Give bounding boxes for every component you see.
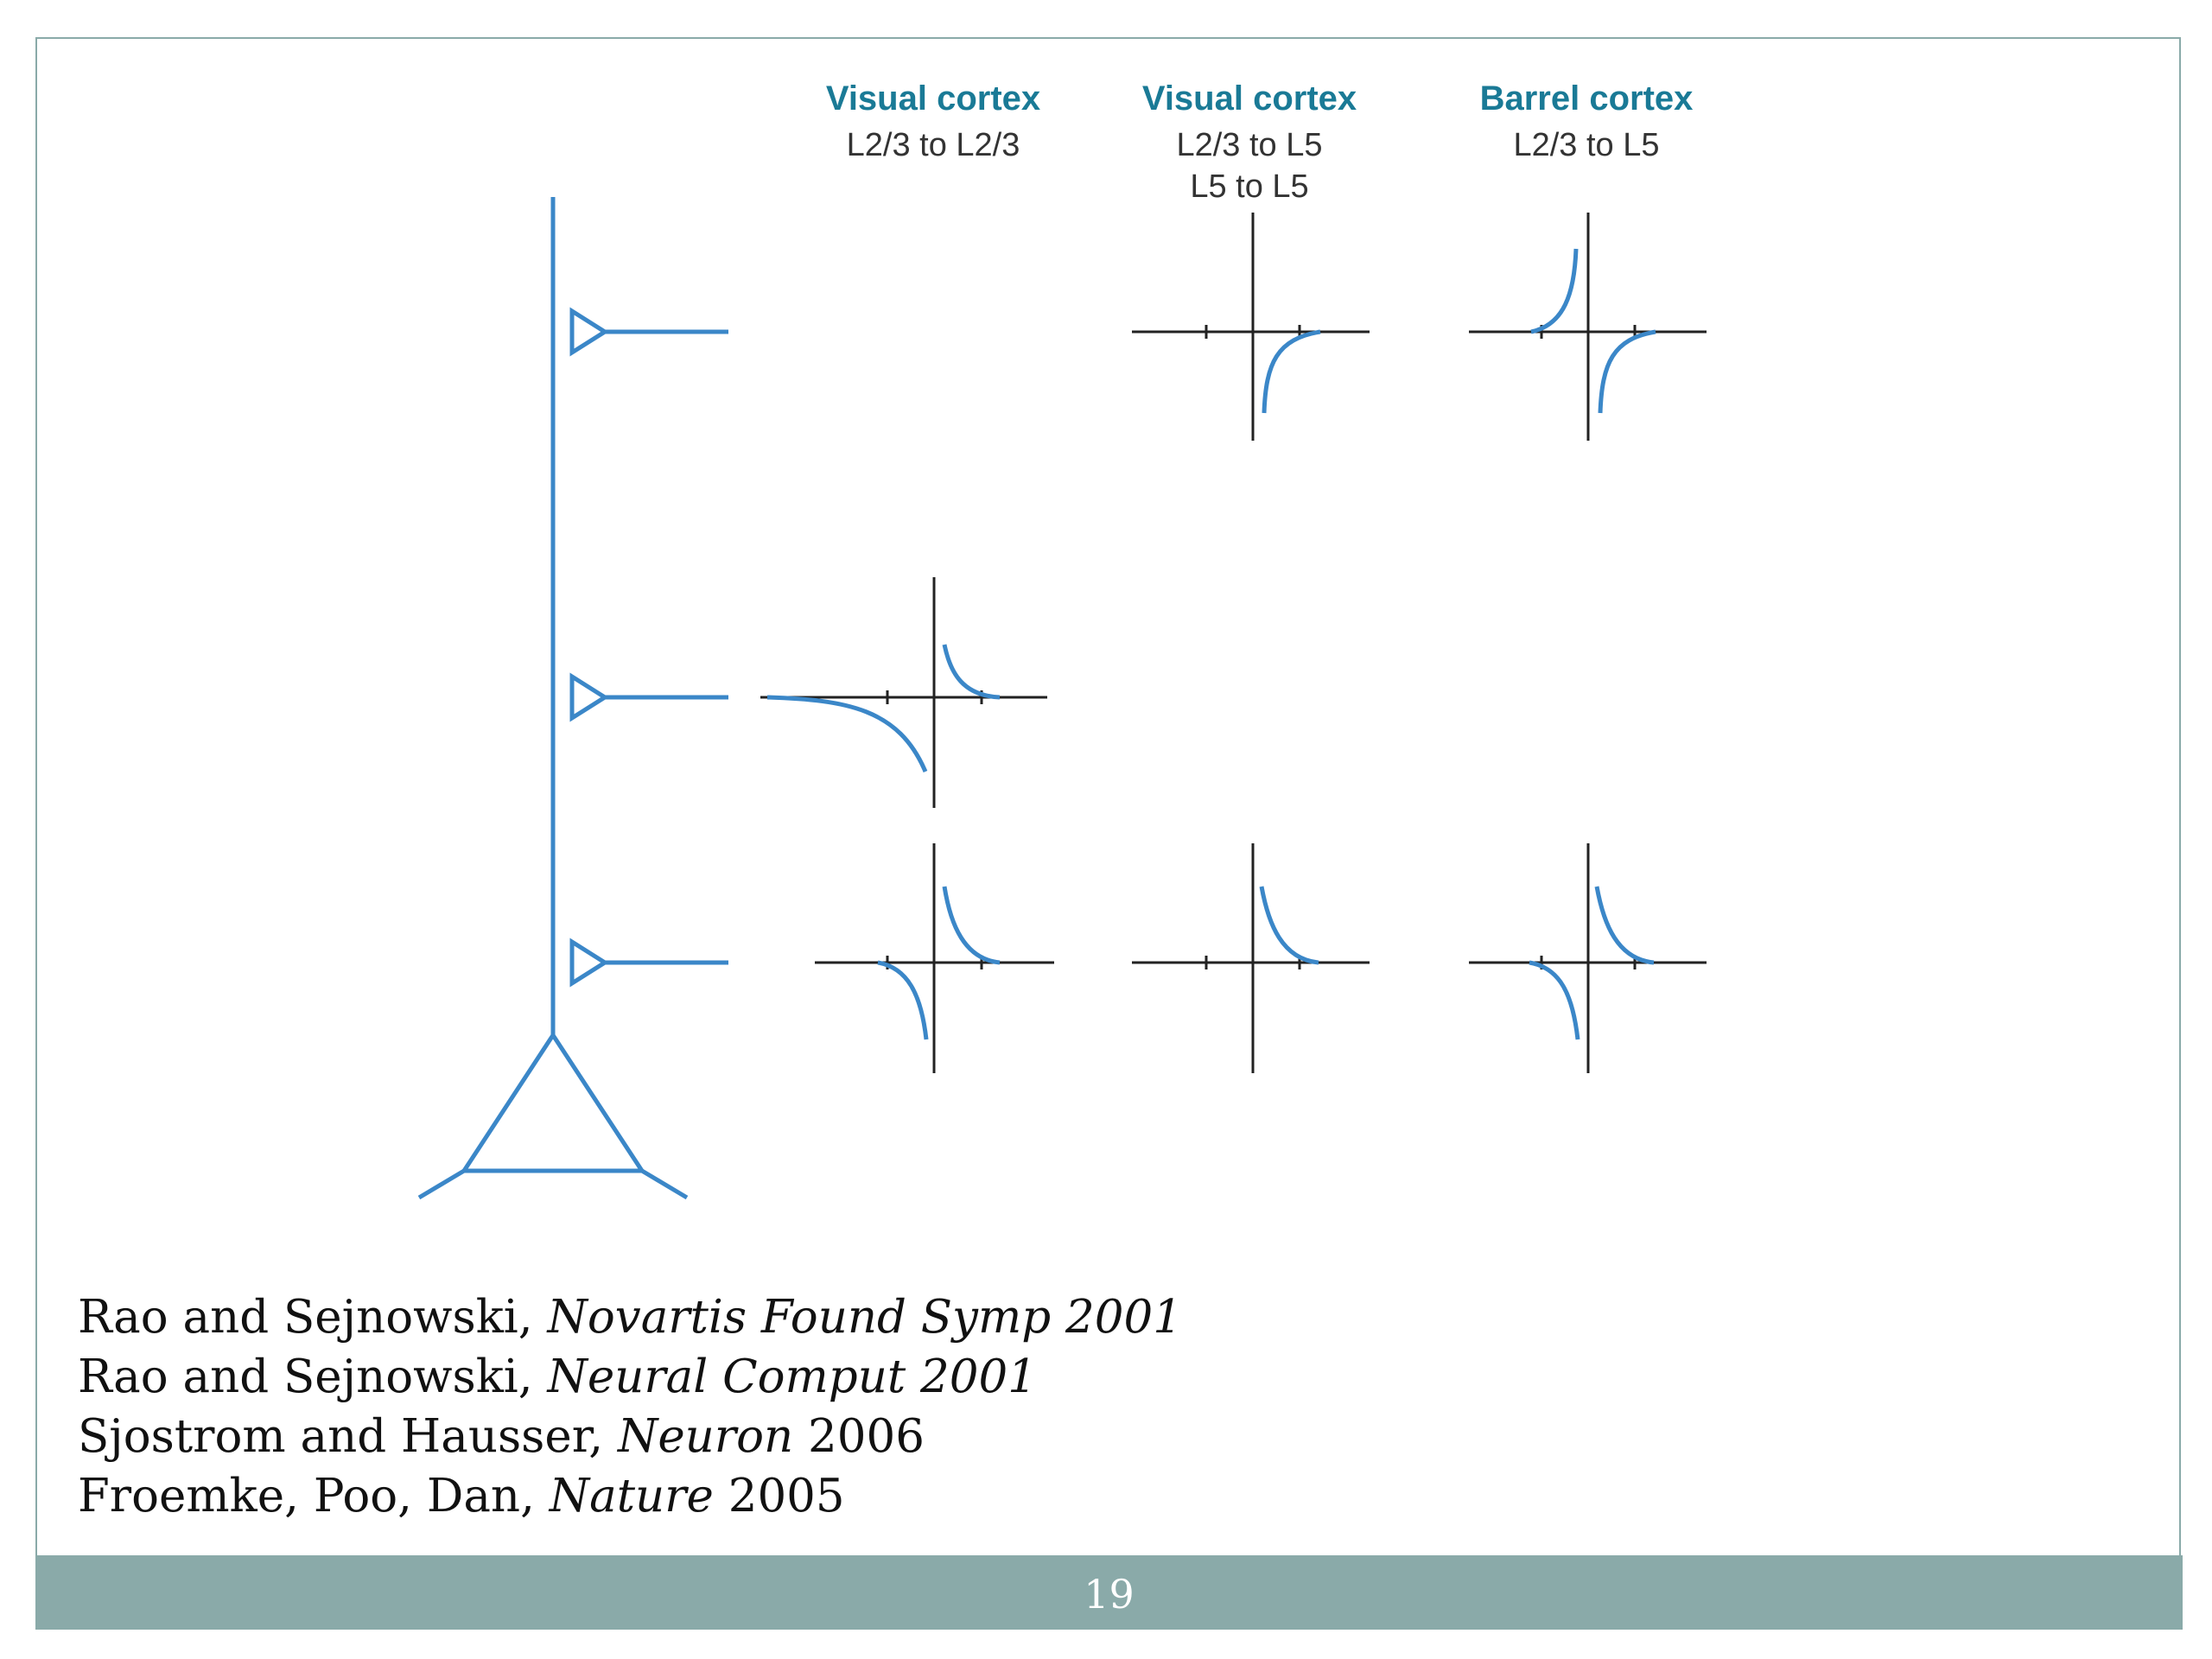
stdp-plot-visual-l23-middle [760, 577, 1047, 808]
synapse-triangle-icon [572, 677, 728, 718]
footer-bar [35, 1555, 2183, 1630]
stdp-plot-barrel-bottom [1469, 843, 1707, 1073]
reference-line [78, 1466, 1182, 1526]
synapse-triangle-icon [572, 311, 728, 353]
reference-year: 2006 [793, 1410, 925, 1463]
reference-journal: Nature [549, 1470, 714, 1522]
stdp-plot-visual-l5-top [1132, 213, 1370, 441]
reference-line [78, 1347, 1182, 1407]
reference-journal: Neuron [617, 1410, 794, 1463]
stdp-plot-barrel-top [1469, 213, 1707, 441]
reference-year: 2005 [713, 1470, 845, 1522]
column-subtitle-line: L2/3 to L5 [1176, 127, 1323, 163]
reference-authors: Froemke, Poo, Dan, [78, 1470, 550, 1522]
stdp-plot-visual-l23-bottom [815, 843, 1054, 1073]
page-number: 19 [1084, 1571, 1135, 1618]
stdp-plot-visual-l5-bottom [1132, 843, 1370, 1073]
reference-line [78, 1407, 1182, 1466]
basal-dendrite-right [642, 1171, 687, 1198]
reference-line [78, 1287, 1182, 1347]
soma [464, 1035, 642, 1171]
reference-journal: Novartis Found Symp 2001 [547, 1291, 1182, 1344]
column-subtitle-line: L2/3 to L2/3 [846, 127, 1020, 163]
reference-authors: Rao and Sejnowski, [78, 1351, 548, 1403]
column-title-barrel-cortex: Barrel cortex [1479, 79, 1694, 118]
basal-dendrite-left [419, 1171, 464, 1198]
reference-authors: Rao and Sejnowski, [78, 1291, 548, 1344]
column-subtitle-line: L5 to L5 [1190, 168, 1309, 205]
reference-journal: Neural Comput 2001 [547, 1351, 1037, 1403]
column-subtitle-line: L2/3 to L5 [1513, 127, 1660, 163]
synapse-triangle-icon [572, 942, 728, 983]
references [78, 1287, 1182, 1526]
column-title-visual-cortex-2: Visual cortex [1141, 79, 1357, 118]
column-title-visual-cortex-1: Visual cortex [825, 79, 1041, 118]
reference-authors: Sjostrom and Hausser, [78, 1410, 618, 1463]
